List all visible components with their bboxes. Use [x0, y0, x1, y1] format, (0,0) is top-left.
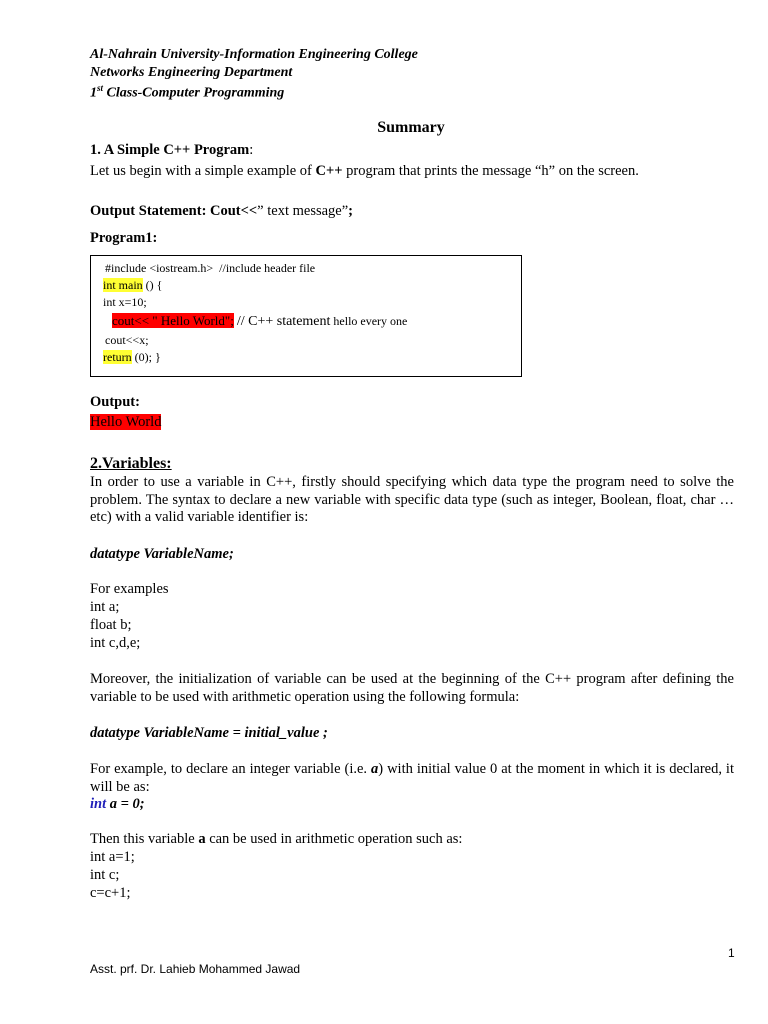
section2-heading: 2.Variables: [90, 455, 172, 472]
syntax-declaration: datatype VariableName; [90, 546, 234, 562]
code-line-4: cout<< " Hello World"; // C++ statement hello every one [112, 313, 408, 329]
examples-label: For examples [90, 581, 169, 597]
arith-code-1: int a=1; [90, 849, 135, 865]
variables-paragraph-4: Then this variable a can be used in arithmetic operation such as: [90, 831, 463, 847]
arith-code-2: int c; [90, 867, 120, 883]
code-line-2: int main () { [103, 278, 163, 292]
section1-intro: Let us begin with a simple example of C++ program that prints the message “h” on the screen. [90, 163, 639, 179]
page-title: Summary [377, 119, 445, 136]
variables-paragraph-2: Moreover, the initialization of variable can be used at the beginning of the C++ program after defining the variable to be used with arithmetic operation using the following formula: [90, 671, 734, 705]
footer-author: Asst. prf. Dr. Lahieb Mohammed Jawad [90, 962, 301, 976]
code-line-5: cout<<x; [105, 333, 149, 347]
header-department: Networks Engineering Department [90, 65, 293, 80]
header-class: 1st Class-Computer Programming [90, 83, 285, 101]
code-line-3: int x=10; [103, 295, 147, 309]
output-statement: Output Statement: Cout<<” text message”; [90, 203, 354, 219]
program-label: Program1: [90, 230, 158, 246]
output-label: Output: [90, 394, 140, 410]
example-multi: int c,d,e; [90, 635, 141, 651]
syntax-initialization: datatype VariableName = initial_value ; [90, 725, 328, 741]
header-university: Al-Nahrain University-Information Engineering College [90, 47, 418, 62]
code-box [90, 255, 522, 377]
example-int: int a; [90, 599, 120, 615]
page-number: 1 [728, 946, 735, 960]
output-value: Hello World [90, 414, 162, 430]
section1-heading: 1. A Simple C++ Program: [90, 142, 254, 158]
variables-paragraph-3: For example, to declare an integer variable (i.e. a) with initial value 0 at the moment in which it is declared, it will be as: [90, 761, 734, 795]
arith-code-3: c=c+1; [90, 885, 131, 901]
variables-paragraph-1: In order to use a variable in C++, firstly should specifying which data type the program need to solve the problem. The syntax to declare a new variable with specific data type (such as integer, Boolean, float, char … etc) with a valid variable identifier is: [90, 474, 734, 525]
declaration-example: int a = 0; [90, 796, 145, 812]
code-line-6: return (0); } [103, 350, 161, 364]
code-line-1: #include <iostream.h> //include header file [105, 261, 316, 275]
example-float: float b; [90, 617, 132, 633]
